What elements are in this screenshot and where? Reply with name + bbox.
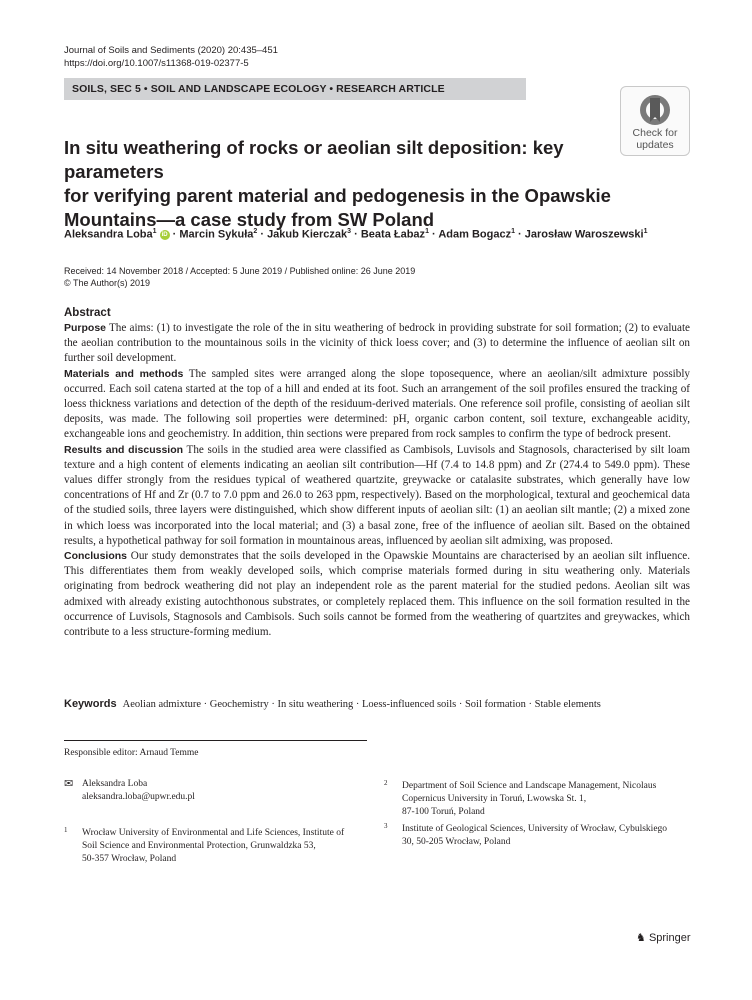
affiliation-line: 30, 50-205 Wrocław, Poland [402, 837, 511, 847]
affiliation-line: Institute of Geological Sciences, University of Wrocław, Cybulskiego [402, 824, 668, 834]
author-name[interactable]: Jarosław Waroszewski [524, 228, 644, 241]
author-name[interactable]: Aleksandra Loba [64, 228, 153, 241]
orcid-icon[interactable]: iD [161, 231, 168, 238]
affiliation-line: Department of Soil Science and Landscape Management, Nicolaus [402, 781, 657, 791]
title-line: In situ weathering of rocks or aeolian silt deposition: key parameters [64, 137, 564, 182]
publisher-name: Springer [648, 932, 691, 944]
author-affiliation-mark: 2 [253, 228, 258, 235]
abstract-section [64, 321, 690, 367]
affiliation-number: 2 [384, 779, 388, 787]
section-banner [64, 78, 526, 100]
footnote-divider [64, 740, 367, 741]
journal-header [64, 44, 278, 70]
abstract-section [64, 443, 690, 549]
abstract-heading: Abstract [64, 307, 111, 319]
abstract-section-label: Conclusions [64, 550, 128, 563]
abstract-section-text: Our study demonstrates that the soils developed in the Opawskie Mountains are characterised by an aeolian silt influence. This differentiates them from weakly developed soils, which comprise materials formed during in situ weathering only. Materials originating from bedrock weathering did not play an independent role as the parent material for the studied pedons. Aeolian silt was admixed with already existing autochthonous substrates, or completely replaced them. This influence on the soil formation resulted in the occurrence of Luvisols, Stagnosols and Cambisols. Such soils cannot be formed from the weathering of quartzites and greywackes, which contribute to a less structure-forming medium. [64, 550, 690, 639]
section-label: SOILS, SEC 5 • SOIL AND LANDSCAPE ECOLOGY • RESEARCH ARTICLE [72, 83, 445, 95]
abstract-section [64, 549, 690, 640]
author-affiliation-mark: 1 [643, 228, 648, 235]
author-affiliation-mark: 1 [425, 228, 429, 235]
abstract-section-text: The soils in the studied area were classified as Cambisols, Luvisols and Stagnosols, characterised by silt loam texture and a high content of elements indicating an aeolian silt contribution—Hf (7.4 to 14.8 ppm) and Zr (274.4 to 549.0 ppm). These values differ strongly from the residues typical of weathered quartzite, greywacke or catalasite substrates, which generally have low concentrations of Hf and Zr (0.7 to 7.0 ppm and 26.0 to 263 ppm, respectively). Based on the morphological, textural and geochemical data of the studied soils, three layers were distinguished, which show different inputs of aeolian silt: (1) an aeolian silt mantle; (2) a mixed zone in which loess was incorporated into the local material; and (3) a basal zone, free of the influence of aeolian silt. Based on the obtained results, a hypothetical pathway for soil formation in mountainous areas, influenced by aeolian silt admixing, was proposed. [64, 443, 691, 547]
abstract-section [64, 367, 690, 443]
abstract-body [64, 321, 690, 640]
abstract-section-label: Purpose [64, 322, 107, 334]
affiliation-line: Wrocław University of Environmental and Life Sciences, Institute of [82, 828, 345, 838]
title-line: Mountains—a case study from SW Poland [64, 209, 435, 230]
journal-citation: Journal of Soils and Sediments (2020) 20:435–451 [64, 45, 278, 56]
author-list: Aleksandra Loba$^1$ iD · Marcin Sykuła$^2$ · Jakub Kierczak$^3$ · Beata Łabaz$^1$ · Adam Bogacz$^1$ · Jarosław Waroszewski$^1$ [64, 228, 648, 241]
author-affiliation-mark: 3 [347, 228, 352, 235]
copyright-notice: © The Author(s) 2019 [64, 278, 151, 288]
keywords [64, 698, 704, 710]
affiliation-line: Soil Science and Environmental Protection, Grunwaldzka 53, [82, 841, 316, 851]
affiliation-line: Copernicus University in Toruń, Lwowska St. 1, [402, 794, 587, 804]
abstract-section-text: The sampled sites were arranged along the slope toposequence, where an aeolian/silt admixture possibly occurred. Each soil catena started at the top of a hill and ended at its foot. Such an arrangement of the soil profiles ensured the tracking of loess thickness variations and detection of the depth of the residuum-derived materials. One reference soil profile, consisting of aeolian silt deposits, was made. The following soil properties were determined: pH, organic carbon content, soil texture, exchangeable acidity, exchangeable ions and geochemistry. In addition, thin sections were prepared from rock samples to confirm the type of bedrock present. [64, 367, 690, 441]
author-affiliation-mark: 1 [152, 228, 157, 235]
abstract-section-label: Results and discussion [64, 443, 184, 456]
keywords-list: Aeolian admixture · Geochemistry · In situ weathering · Loess-influenced soils · Soil formation · Stable elements [122, 699, 601, 710]
author-name[interactable]: Beata Łabaz [360, 228, 426, 241]
article-dates [64, 265, 415, 289]
publication-dates: Received: 14 November 2018 / Accepted: 5 June 2019 / Published online: 26 June 2019 [64, 266, 416, 276]
title-line: for verifying parent material and pedogenesis in the Opawskie [64, 185, 611, 206]
doi-link[interactable]: https://doi.org/10.1007/s11368-019-02377-5 [64, 58, 249, 69]
check-updates-icon [638, 93, 672, 127]
article-title [64, 136, 619, 232]
check-for-updates-badge[interactable] [620, 86, 690, 156]
corresponding-name: Aleksandra Loba [82, 779, 148, 789]
affiliation-number: 1 [64, 826, 68, 834]
responsible-editor: Responsible editor: Arnaud Temme [64, 748, 199, 758]
corresponding-email[interactable]: aleksandra.loba@upwr.edu.pl [82, 792, 195, 802]
affiliation-line: 87-100 Toruń, Poland [402, 807, 485, 817]
publisher-logo [636, 931, 691, 944]
abstract-section-text: The aims: (1) to investigate the role of the in situ weathering of bedrock in providing substrate for soil formation; (2) to evaluate the aeolian contribution to the mountainous soils in the vicinity of thick loess cover; and (3) to determine the influence of aeolian silt on further soil development. [64, 322, 690, 365]
abstract-section-label: Materials and methods [64, 367, 184, 380]
check-updates-line2: updates [636, 139, 674, 151]
keywords-label: Keywords [64, 698, 117, 710]
affiliation-number: 3 [384, 822, 388, 830]
check-updates-line1: Check for [632, 127, 678, 139]
author-name[interactable]: Jakub Kierczak [267, 228, 348, 241]
affiliation-line: 50-357 Wrocław, Poland [82, 854, 177, 864]
author-name[interactable]: Marcin Sykuła [179, 228, 254, 241]
envelope-icon: ✉ [64, 778, 74, 790]
author-affiliation-mark: 1 [511, 228, 515, 235]
springer-horse-icon: ♞ [636, 932, 646, 944]
author-name[interactable]: Adam Bogacz [438, 228, 512, 241]
